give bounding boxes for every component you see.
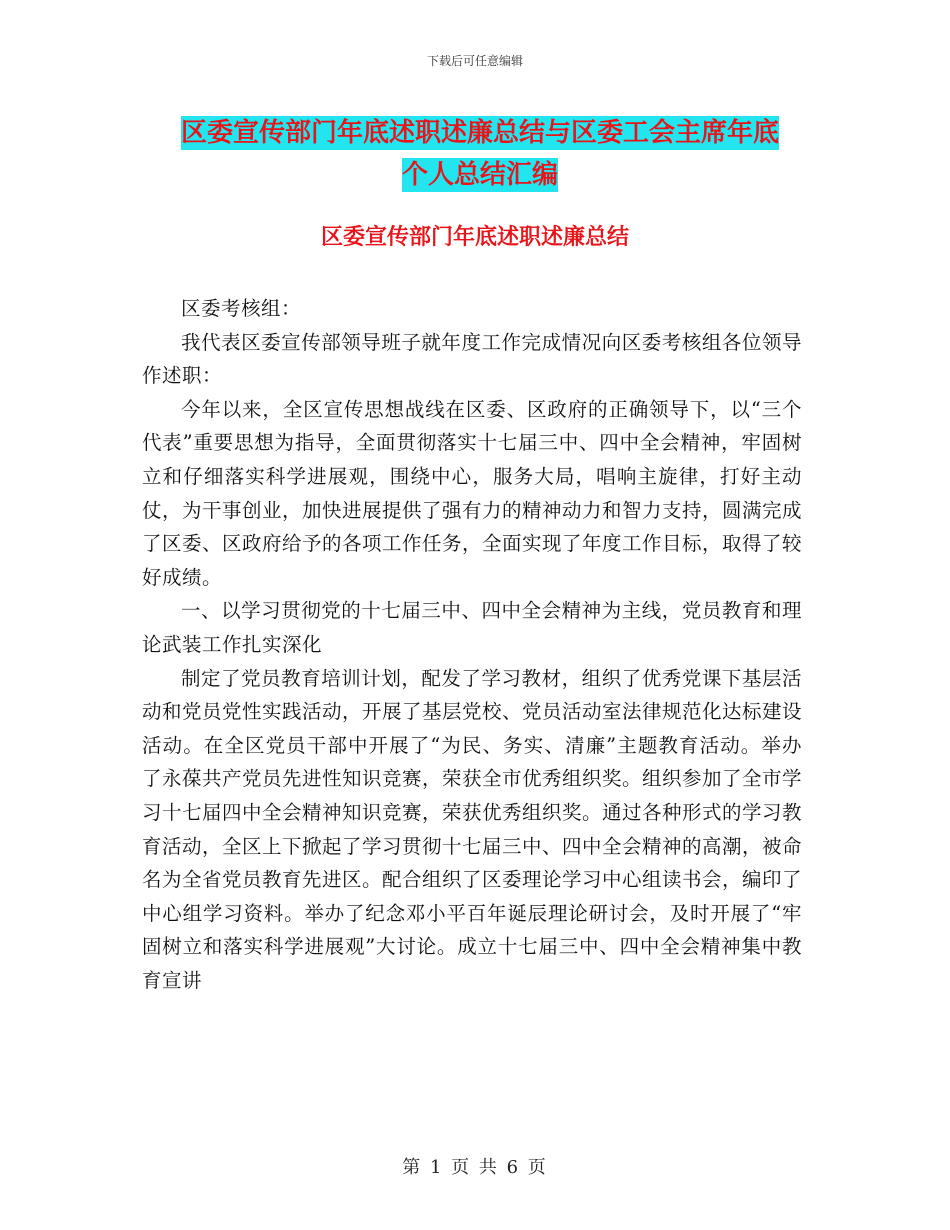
paragraph-detail: 制定了党员教育培训计划，配发了学习教材，组织了优秀党课下基层活动和党员党性实践活动，开展了基层党校、党员活动室法律规范化达标建设活动。在全区党员干部中开展了“为民、务实、清廉”主题教育活动。举办了永葆共产党员先进性知识竞赛，荣获全市优秀组织奖。组织参加了全市学习十七届四中全会精神知识竞赛，荣获优秀组织奖。通过各种形式的学习教育活动，全区上下掀起了学习贯彻十七届三中、四中全会精神的高潮，被命名为全省党员教育先进区。配合组织了区委理论学习中心组读书会，编印了中心组学习资料。举办了纪念邓小平百年诞辰理论研讨会，及时开展了“牢固树立和落实科学进展观”大讨论。成立十七届三中、四中全会精神集中教育宣讲	[142, 666, 803, 992]
paragraph-overview: 今年以来，全区宣传思想战线在区委、区政府的正确领导下，以“三个代表”重要思想为指导，全面贯彻落实十七届三中、四中全会精神，牢固树立和仔细落实科学进展观，围绕中心，服务大局，唱响主旋律，打好主动仗，为干事创业，加快进展提供了强有力的精神动力和智力支持，圆满完成了区委、区政府给予的各项工作任务，全面实现了年度工作目标，取得了较好成绩。	[142, 397, 803, 589]
paragraph-heading-1: 一、以学习贯彻党的十七届三中、四中全会精神为主线，党员教育和理论武装工作扎实深化	[142, 599, 802, 656]
paragraph-salutation: 区委考核组：	[181, 297, 302, 320]
main-title-line-2: 个人总结汇编	[401, 160, 558, 190]
paragraph-intro: 我代表区委宣传部领导班子就年度工作完成情况向区委考核组各位领导作述职：	[142, 330, 802, 388]
header-note: 下载后可任意编辑	[426, 54, 523, 68]
main-title	[140, 112, 820, 196]
body-text	[142, 292, 802, 997]
main-title-line-1: 区委宣传部门年底述职述廉总结与区委工会主席年底	[180, 118, 779, 148]
section-title: 区委宣传部门年底述职述廉总结	[320, 225, 629, 250]
page-number: 第 1 页 共 6 页	[402, 1157, 548, 1178]
